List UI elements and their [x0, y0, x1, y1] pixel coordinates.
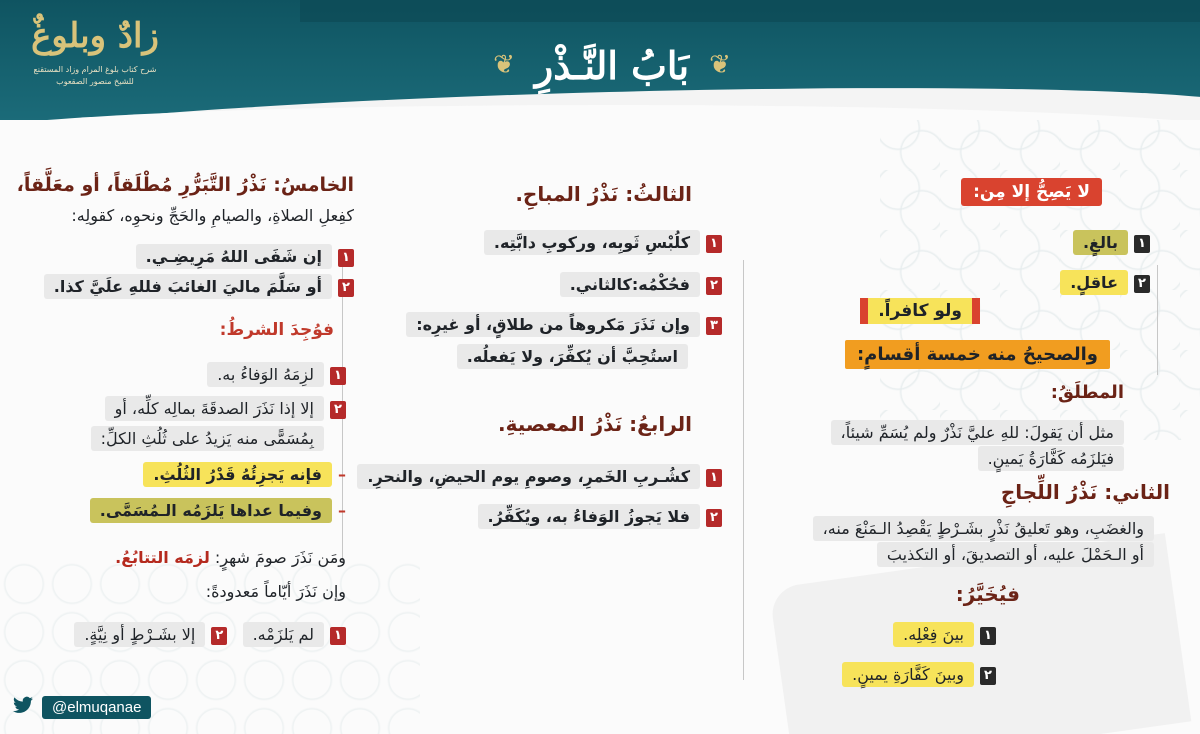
list-item: [560, 272, 722, 297]
header-stripe: [300, 0, 1200, 22]
list-item: [44, 274, 354, 299]
logo: [10, 8, 180, 108]
list-item-text: وبينَ كَفَّارَةِ يمينٍ.: [842, 662, 974, 687]
twitter-icon: [12, 696, 34, 718]
number-badge: ١: [706, 469, 722, 487]
third-extra-text: استُحِبَّ أن يُكفِّرَ، ولا يَفعلُه.: [457, 344, 688, 369]
fourth-type-heading: الرابعُ: نَذْرُ المعصيةِ.: [498, 412, 692, 436]
logo-mark: زادٌ وبلوغٌ: [31, 16, 159, 56]
page-title: بَابُ النَّـذْرِ: [534, 42, 690, 88]
header-banner: [0, 0, 1200, 120]
mutlaq-line-1: [831, 420, 1124, 445]
divider-mid: [743, 260, 744, 680]
five-types-heading: والصحيحُ منه خمسة أقسامٍ:: [845, 340, 1110, 369]
condition-heading: فوُجِدَ الشرطُ:: [219, 320, 334, 340]
list-item: [893, 622, 996, 647]
list-item-text: عاقلٍ.: [1060, 270, 1128, 295]
list-item-text: كشُـربِ الخَمرِ، وصومِ يوم الحيضِ، والنحرِ.: [357, 464, 700, 489]
number-badge: ٢: [706, 509, 722, 527]
month-fast-prefix: ومَن نَذَرَ صومَ شهرٍ:: [214, 548, 346, 567]
list-item: [1073, 230, 1150, 255]
list-item-text: أو سَلَّمَ ماليَ الغائبَ فللهِ علَيَّ كذا.: [44, 274, 332, 299]
twitter-handle[interactable]: @elmuqanae: [42, 696, 151, 719]
list-item-text: بالغٍ.: [1073, 230, 1128, 255]
list-item-text: فحُكْمُه:كالثاني.: [560, 272, 700, 297]
mutlaq-line-2: [978, 446, 1124, 471]
days-line: وإن نَذَرَ أيّاماً مَعدودةً:: [205, 582, 346, 601]
choose-heading: فيُخَيَّرُ:: [955, 582, 1020, 606]
list-item-text: إلا بشَـرْطٍ أو نِيَّةٍ.: [74, 622, 205, 647]
divider-right: [1157, 265, 1158, 375]
list-item-text: كلُبْسِ ثَوبِه، وركوبِ دابَّتِه.: [484, 230, 700, 255]
list-item: [478, 504, 722, 529]
second-line-2: [877, 542, 1154, 567]
list-item: [105, 396, 346, 421]
number-badge: ١: [980, 627, 996, 645]
number-badge: ١: [330, 367, 346, 385]
number-badge: ١: [706, 235, 722, 253]
five-types-line: [845, 340, 1110, 369]
sub-list-item: [90, 498, 346, 523]
third-type-heading: الثالثُ: نَذْرُ المباحِ.: [515, 182, 692, 206]
number-badge: ٣: [706, 317, 722, 335]
number-badge: ١: [1134, 235, 1150, 253]
list-item: [1060, 270, 1150, 295]
second-line-1: [813, 516, 1154, 541]
even-kafir-line: [860, 298, 980, 324]
number-badge: ٢: [1134, 275, 1150, 293]
mutlaq-text-1: مثل أن يَقولَ: للهِ عليَّ نَذْرٌ ولم يُسَمِّ شيئاً،: [831, 420, 1124, 445]
second-type-heading: الثاني: نَذْرُ اللِّجاجِ: [1000, 480, 1170, 504]
list-item-text: بينَ فِعْلِه.: [893, 622, 974, 647]
number-badge: ٢: [338, 279, 354, 297]
background-pattern: [880, 110, 1200, 440]
number-badge: ٢: [211, 627, 227, 645]
list-item: [842, 662, 996, 687]
sub-list-item-text: وفيما عداها يَلزَمُه الـمُسَمَّى.: [90, 498, 332, 523]
number-badge: ١: [330, 627, 346, 645]
only-from-heading: لا يَصِحُّ إلا مِن:: [961, 178, 1102, 206]
twitter-handle-block[interactable]: [12, 694, 151, 720]
list-item: [357, 464, 722, 489]
second-text-2: أو الـحَمْلَ عليه، أو التصديقَ، أو التكذيبَ: [877, 542, 1154, 567]
number-badge: ٢: [706, 277, 722, 295]
even-kafir-text: ولو كافراً.: [860, 298, 980, 324]
list-item: [484, 230, 722, 255]
logo-subtitle: شرح كتاب بلوغ المرام وزاد المستقنع: [33, 65, 157, 74]
cond-item2-line-2: [91, 426, 324, 451]
only-from-line: [961, 178, 1102, 206]
fifth-type-heading: الخامسُ: نَذْرُ التَّبَرُّرِ مُطْلَقاً، أو معَلَّقاً،: [16, 174, 354, 196]
sub-list-item-text: فإنه يَجزِئُهُ قَدْرُ الثُلُثِ.: [143, 462, 332, 487]
cond-item2-text-2: بِمُسَمًّى منه يَزيدُ على ثُلُثِ الكلِّ:: [91, 426, 324, 451]
list-item-text: إن شَفَى اللهُ مَرِيضِـي.: [136, 244, 332, 269]
days-items: [74, 622, 346, 647]
month-fast-result: لزمَه التتابُعُ.: [115, 548, 210, 567]
list-item-text: وإن نَذَرَ مَكروهاً من طلاقٍ، أو غيرِه:: [406, 312, 700, 337]
number-badge: ٢: [330, 401, 346, 419]
list-item: [136, 244, 354, 269]
number-badge: ١: [338, 249, 354, 267]
list-item: [406, 312, 722, 337]
number-badge: ٢: [980, 667, 996, 685]
list-item-text: فلا يَجوزُ الوَفاءُ به، ويُكَفِّرُ.: [478, 504, 700, 529]
list-item-text: لزِمَهُ الوَفاءُ به.: [207, 362, 324, 387]
logo-author: للشيخ منصور الصقعوب: [56, 77, 134, 86]
sub-list-item: [143, 462, 346, 487]
fifth-line-1: كفِعلِ الصلاةِ، والصيامِ والحَجِّ ونحوِه، كقولِه:: [71, 206, 354, 225]
month-fast-line: [115, 548, 346, 567]
mutlaq-text-2: فيَلزَمُه كَفَّارَةُ يَمينٍ.: [978, 446, 1124, 471]
dash-icon: –: [338, 501, 346, 520]
ornament-icon: ❦: [709, 50, 731, 80]
list-item-text: لم يَلزَمْه.: [243, 622, 324, 647]
third-extra-line: [457, 344, 688, 369]
ornament-icon: ❦: [493, 50, 515, 80]
dash-icon: –: [338, 465, 346, 484]
second-text-1: والغضَبِ، وهو تَعليقُ نَذْرٍ بشَـرْطٍ يَقْصِدُ الـمَنْعَ منه،: [813, 516, 1154, 541]
list-item: [207, 362, 346, 387]
list-item-text: إلا إذا نَذَرَ الصدقَةَ بمالِه كلِّه، أو: [105, 396, 324, 421]
mutlaq-heading: المطلَقُ:: [1050, 382, 1124, 403]
